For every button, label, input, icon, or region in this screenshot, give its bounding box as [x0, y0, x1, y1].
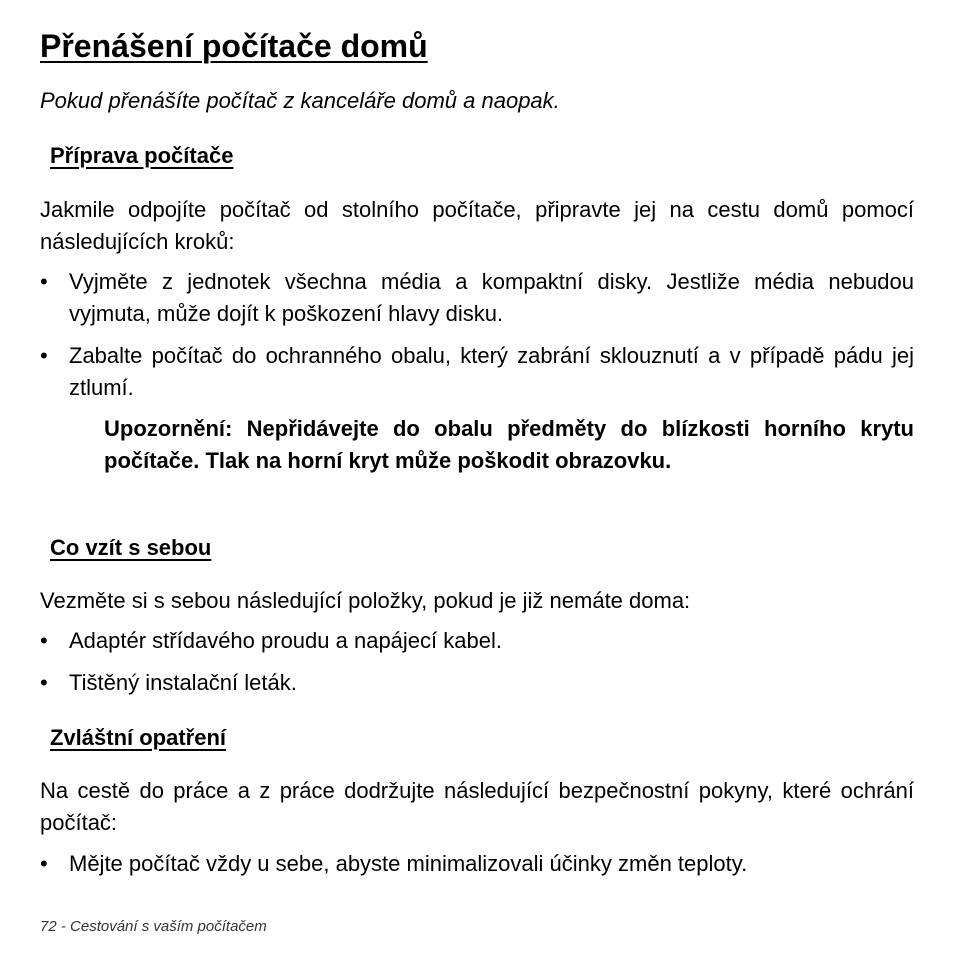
page-footer: 72 - Cestování s vaším počítačem — [40, 918, 267, 935]
bullet-marker: • — [40, 851, 48, 876]
list-item — [40, 848, 914, 880]
bullet-marker: • — [40, 269, 48, 294]
page-subtitle: Pokud přenášíte počítač z kanceláře domů a naopak. — [40, 88, 560, 113]
list-item — [40, 625, 914, 657]
section-heading-co-vzit: Co vzít s sebou — [50, 535, 212, 560]
list-item-text: Vyjměte z jednotek všechna média a kompaktní disky. Jestliže média nebudou vyjmuta, může dojít k poškození hlavy disku. — [69, 269, 914, 326]
section-intro-opatreni: Na cestě do práce a z práce dodržujte následující bezpečnostní pokyny, které ochrání počítač: — [40, 778, 914, 835]
list-item — [40, 266, 914, 330]
section-intro-co-vzit: Vezměte si s sebou následující položky, pokud je již nemáte doma: — [40, 588, 691, 613]
page-title: Přenášení počítače domů — [40, 28, 428, 64]
section-heading-opatreni: Zvláštní opatření — [50, 725, 227, 750]
list-item — [40, 667, 914, 699]
list-item — [40, 340, 914, 404]
section-intro-priprava: Jakmile odpojíte počítač od stolního počítače, připravte jej na cestu domů pomocí následujících kroků: — [40, 197, 914, 254]
warning-note: Upozornění: Nepřidávejte do obalu předměty do blízkosti horního krytu počítače. Tlak na horní kryt může poškodit obrazovku. — [104, 416, 914, 473]
section-heading-priprava: Příprava počítače — [50, 143, 234, 168]
list-item-text: Adaptér střídavého proudu a napájecí kabel. — [69, 628, 502, 653]
list-item-text: Zabalte počítač do ochranného obalu, který zabrání sklouznutí a v případě pádu jej ztlumí. — [69, 343, 914, 400]
bullet-marker: • — [40, 628, 48, 653]
bullet-marker: • — [40, 670, 48, 695]
bullet-marker: • — [40, 343, 48, 368]
list-item-text: Tištěný instalační leták. — [69, 670, 297, 695]
list-item-text: Mějte počítač vždy u sebe, abyste minimalizovali účinky změn teploty. — [69, 851, 748, 876]
